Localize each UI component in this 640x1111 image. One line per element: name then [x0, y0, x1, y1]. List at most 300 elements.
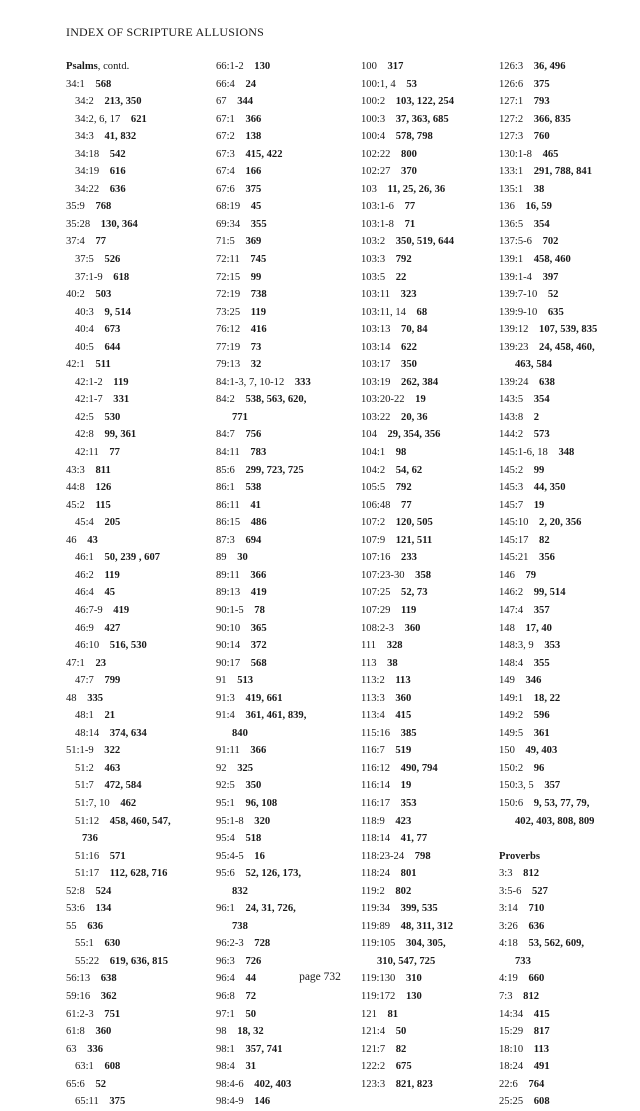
index-entry — [499, 409, 634, 427]
verse-reference: 116:7 — [361, 745, 385, 757]
page-numbers: 323 — [400, 289, 417, 301]
verse-reference: 89:13 — [216, 587, 241, 599]
verse-reference: 44:8 — [66, 482, 85, 494]
index-entry — [66, 1058, 206, 1076]
page-numbers: 518 — [245, 833, 262, 845]
verse-reference: 96:4 — [216, 973, 235, 985]
page-numbers: 24 — [245, 78, 257, 90]
page-numbers: 491 — [533, 1061, 550, 1073]
verse-reference: 47:1 — [66, 657, 85, 669]
page-numbers: 530 — [104, 411, 121, 423]
verse-reference: 107:29 — [361, 604, 391, 616]
book-heading — [499, 848, 634, 866]
index-entry — [216, 953, 356, 971]
verse-reference: 139:1-4 — [499, 271, 532, 283]
index-entry — [361, 286, 501, 304]
verse-reference: 40:3 — [75, 306, 94, 318]
index-entry — [361, 813, 501, 831]
verse-reference: 145:10 — [499, 517, 529, 529]
verse-reference: 107:25 — [361, 587, 391, 599]
verse-reference: 95:4-5 — [216, 850, 244, 862]
verse-reference: 86:15 — [216, 517, 241, 529]
page-numbers: 79 — [525, 569, 537, 581]
page-numbers: 134 — [95, 903, 112, 915]
page-numbers: 799 — [104, 675, 121, 687]
page-numbers: 70, 84 — [401, 324, 428, 336]
index-entry — [499, 567, 634, 585]
verse-reference: 150:3, 5 — [499, 780, 534, 792]
verse-reference: 146:2 — [499, 587, 524, 599]
page-numbers: 130, 364 — [100, 218, 138, 230]
page-numbers: 48, 311, 312 — [400, 920, 454, 932]
verse-reference: 46:7-9 — [75, 604, 103, 616]
index-entry — [66, 181, 206, 199]
index-entry — [66, 374, 206, 392]
verse-reference: 66:1-2 — [216, 61, 244, 72]
page-numbers: 728 — [254, 938, 271, 950]
index-entry — [66, 497, 206, 515]
index-entry — [66, 707, 206, 725]
page-numbers: 366, 835 — [533, 113, 571, 125]
verse-reference: 43:3 — [66, 464, 85, 476]
page-numbers: 356 — [539, 552, 555, 564]
index-entry — [66, 391, 206, 409]
page-numbers: 138 — [245, 131, 262, 143]
index-entry — [361, 918, 501, 936]
verse-reference: 90:14 — [216, 640, 241, 652]
index-entry — [66, 988, 206, 1006]
verse-reference: 3:14 — [499, 903, 518, 915]
page-numbers: 490, 794 — [400, 762, 438, 774]
index-entry — [499, 672, 634, 690]
verse-reference: 113 — [361, 657, 377, 669]
index-entry — [66, 1023, 206, 1041]
verse-reference: 98:4-6 — [216, 1078, 244, 1090]
page-numbers: 2 — [533, 411, 540, 423]
verse-reference: 139:1 — [499, 254, 524, 266]
verse-reference: 107:2 — [361, 517, 386, 529]
page-numbers: 596 — [533, 710, 550, 722]
index-entry — [66, 883, 206, 901]
index-entry — [216, 251, 356, 269]
page-numbers: 360 — [395, 692, 412, 704]
index-entry — [499, 1006, 634, 1024]
verse-reference: 18:10 — [499, 1043, 524, 1055]
page-numbers: 17, 40 — [525, 622, 552, 634]
index-entry — [216, 690, 356, 708]
page-numbers: 107, 539, 835 — [539, 324, 598, 336]
page-numbers: 37, 363, 685 — [395, 113, 449, 125]
verse-reference: 136:5 — [499, 218, 524, 230]
index-entry — [216, 620, 356, 638]
index-entry — [66, 479, 206, 497]
index-entry — [361, 1023, 501, 1041]
index-entry — [216, 549, 356, 567]
verse-reference: 61:2-3 — [66, 1008, 94, 1020]
index-entry — [66, 198, 206, 216]
index-entry — [216, 497, 356, 515]
page-numbers: 96, 108 — [245, 797, 278, 809]
verse-reference: 40:5 — [75, 341, 94, 353]
index-entry — [499, 532, 634, 550]
index-entry — [66, 409, 206, 427]
verse-reference: 46:2 — [75, 569, 94, 581]
page-numbers: 817 — [533, 1026, 550, 1038]
index-entry-continuation — [499, 953, 634, 971]
page-numbers: 344 — [237, 96, 254, 108]
page-numbers: 423 — [395, 815, 412, 827]
page-numbers: 524 — [95, 885, 112, 897]
index-entry — [499, 602, 634, 620]
verse-reference: 95:4 — [216, 833, 235, 845]
page-numbers: 636 — [87, 920, 104, 932]
index-entry — [499, 374, 634, 392]
verse-reference: 42:5 — [75, 411, 94, 423]
verse-reference: 103:11 — [361, 289, 391, 301]
index-entry — [361, 391, 501, 409]
index-entry — [216, 830, 356, 848]
verse-reference: 48:1 — [75, 710, 94, 722]
page-numbers: 397 — [542, 271, 559, 283]
verse-reference: 86:1 — [216, 482, 235, 494]
verse-reference: 97:1 — [216, 1008, 235, 1020]
index-entry — [66, 251, 206, 269]
page-numbers: 44, 350 — [533, 482, 566, 494]
page-numbers: 41 — [250, 499, 261, 511]
section-spacer — [499, 830, 634, 848]
page-numbers: 45 — [250, 201, 262, 213]
page-numbers: 702 — [542, 236, 559, 248]
verse-reference: 51:7 — [75, 780, 94, 792]
index-entry — [216, 1076, 356, 1094]
page-numbers: 325 — [237, 762, 254, 774]
verse-reference: 119:34 — [361, 903, 391, 915]
page-numbers: 463 — [104, 762, 121, 774]
verse-reference: 126:6 — [499, 78, 524, 90]
verse-reference: 45:4 — [75, 517, 94, 529]
page-numbers: 71 — [404, 218, 416, 230]
index-entry — [216, 93, 356, 111]
verse-reference: 71:5 — [216, 236, 235, 248]
index-entry — [216, 321, 356, 339]
index-entry — [499, 620, 634, 638]
verse-reference: 107:23-30 — [361, 569, 405, 581]
verse-reference: 146 — [499, 569, 515, 581]
index-entry — [499, 444, 634, 462]
verse-reference: 51:7, 10 — [75, 797, 110, 809]
verse-reference: 51:2 — [75, 762, 94, 774]
page-numbers: 636 — [528, 920, 545, 932]
index-entry-continuation — [216, 409, 356, 427]
page-numbers: 119 — [250, 306, 267, 318]
verse-reference: 37:4 — [66, 236, 85, 248]
verse-reference: 91:3 — [216, 692, 235, 704]
page-numbers: 402, 403 — [254, 1078, 292, 1090]
index-entry — [499, 111, 634, 129]
page-numbers: 41, 832 — [104, 131, 137, 143]
index-entry — [66, 514, 206, 532]
index-entry — [361, 602, 501, 620]
verse-reference: 45:2 — [66, 499, 85, 511]
verse-reference: 103:17 — [361, 359, 391, 371]
page-numbers: 115 — [95, 499, 111, 511]
index-entry — [216, 128, 356, 146]
index-entry — [499, 181, 634, 199]
index-entry — [499, 988, 634, 1006]
page-numbers: 45 — [104, 587, 116, 599]
page-numbers: 322 — [104, 745, 121, 757]
verse-reference: 63 — [66, 1043, 77, 1055]
page-numbers: 673 — [104, 324, 121, 336]
page-numbers: 660 — [528, 973, 545, 985]
page-numbers: 798 — [414, 850, 431, 862]
page-numbers: 840 — [232, 727, 248, 739]
index-entry — [66, 690, 206, 708]
index-entry — [361, 1076, 501, 1094]
page-numbers: 73 — [250, 341, 262, 353]
verse-reference: 113:3 — [361, 692, 385, 704]
page-numbers: 542 — [109, 148, 126, 160]
verse-reference: 73:25 — [216, 306, 241, 318]
verse-reference: 121:7 — [361, 1043, 386, 1055]
index-entry — [361, 426, 501, 444]
page-numbers: 52, 73 — [401, 587, 428, 599]
verse-reference: 46:4 — [75, 587, 94, 599]
verse-reference: 52:8 — [66, 885, 85, 897]
page-numbers: 486 — [250, 517, 267, 529]
index-entry — [66, 1041, 206, 1059]
index-entry — [361, 620, 501, 638]
page-numbers: 310 — [405, 973, 422, 985]
page-numbers: 733 — [515, 955, 531, 967]
index-entry — [216, 426, 356, 444]
index-entry — [499, 93, 634, 111]
index-entry — [361, 514, 501, 532]
index-entry-continuation — [361, 953, 501, 971]
page-numbers: 618 — [113, 271, 130, 283]
index-entry — [361, 760, 501, 778]
verse-reference: 76:12 — [216, 324, 241, 336]
index-entry — [66, 216, 206, 234]
index-entry — [66, 269, 206, 287]
verse-reference: 127:2 — [499, 113, 524, 125]
verse-reference: 86:11 — [216, 499, 240, 511]
index-entry — [361, 672, 501, 690]
verse-reference: 87:3 — [216, 534, 235, 546]
index-entry — [499, 1076, 634, 1094]
page-numbers: 350, 519, 644 — [395, 236, 454, 248]
index-entry — [66, 76, 206, 94]
page-numbers: 43 — [87, 534, 98, 546]
verse-reference: 145:21 — [499, 552, 529, 564]
index-entry — [66, 111, 206, 129]
page-numbers: 130 — [405, 990, 422, 1002]
verse-reference: 42:1-7 — [75, 394, 103, 406]
page-numbers: 82 — [395, 1043, 407, 1055]
page-numbers: 783 — [250, 447, 267, 459]
verse-reference: 48 — [66, 692, 77, 704]
index-entry — [66, 584, 206, 602]
index-entry — [499, 479, 634, 497]
index-entry — [216, 269, 356, 287]
verse-reference: 103:13 — [361, 324, 391, 336]
verse-reference: 84:7 — [216, 429, 235, 441]
verse-reference: 123:3 — [361, 1078, 386, 1090]
index-entry — [66, 1006, 206, 1024]
index-entry — [216, 584, 356, 602]
page-numbers: 366 — [250, 569, 267, 581]
page-numbers: 52 — [95, 1078, 107, 1090]
index-entry — [361, 163, 501, 181]
page-numbers: 361 — [533, 727, 550, 739]
verse-reference: 4:19 — [499, 973, 518, 985]
page-numbers: 419 — [250, 587, 267, 599]
index-entry — [361, 549, 501, 567]
index-entry — [216, 111, 356, 129]
index-entry — [499, 269, 634, 287]
page-numbers: 99 — [533, 464, 545, 476]
index-entry — [66, 1093, 206, 1111]
page-numbers: 113 — [395, 675, 411, 687]
verse-reference: 51:17 — [75, 868, 100, 880]
page-numbers: 821, 823 — [395, 1078, 433, 1090]
verse-reference: 100:3 — [361, 113, 386, 125]
index-entry — [499, 1023, 634, 1041]
index-entry — [499, 58, 634, 76]
index-entry — [499, 900, 634, 918]
page-numbers: 213, 350 — [104, 96, 142, 108]
index-column-4 — [499, 58, 634, 1111]
page-numbers: 812 — [523, 990, 540, 1002]
page-numbers: 811 — [95, 464, 111, 476]
page-numbers: 738 — [232, 920, 248, 932]
page-numbers: 415, 422 — [245, 148, 283, 160]
page-numbers: 121, 511 — [395, 534, 433, 546]
index-entry — [361, 1006, 501, 1024]
page-numbers: 357, 741 — [245, 1043, 283, 1055]
index-entry — [361, 233, 501, 251]
page-numbers: 41, 77 — [400, 833, 428, 845]
page-numbers: 465 — [542, 148, 559, 160]
verse-reference: 95:6 — [216, 868, 235, 880]
page-numbers: 636 — [109, 183, 126, 195]
verse-reference: 46:9 — [75, 622, 94, 634]
index-entry — [361, 900, 501, 918]
verse-reference: 77:19 — [216, 341, 241, 353]
page-numbers: 99 — [250, 271, 262, 283]
page-numbers: 616 — [109, 166, 126, 178]
page-numbers: 458, 460 — [533, 254, 571, 266]
page-number: page 732 — [299, 971, 341, 983]
index-entry — [66, 900, 206, 918]
page-numbers: 98 — [395, 447, 407, 459]
page-numbers: 638 — [100, 973, 117, 985]
index-entry — [216, 1023, 356, 1041]
verse-reference: 84:11 — [216, 447, 240, 459]
page-numbers: 320 — [254, 815, 271, 827]
page-numbers: 103, 122, 254 — [395, 96, 454, 108]
index-entry — [499, 865, 634, 883]
index-entry — [66, 935, 206, 953]
verse-reference: 96:2-3 — [216, 938, 244, 950]
verse-reference: 65:11 — [75, 1096, 99, 1108]
page-numbers: 2, 20, 356 — [539, 517, 582, 529]
index-entry — [499, 216, 634, 234]
index-entry — [499, 918, 634, 936]
page-numbers: 372 — [250, 640, 267, 652]
page-numbers: 262, 384 — [401, 376, 439, 388]
verse-reference: 98:4-9 — [216, 1096, 244, 1108]
verse-reference: 89:11 — [216, 569, 240, 581]
page-numbers: 571 — [109, 850, 126, 862]
index-entry — [361, 409, 501, 427]
index-entry — [216, 1006, 356, 1024]
page-numbers: 29, 354, 356 — [387, 429, 441, 441]
index-entry — [216, 532, 356, 550]
verse-reference: 40:4 — [75, 324, 94, 336]
page-numbers: 32 — [250, 359, 262, 371]
verse-reference: 119:2 — [361, 885, 385, 897]
verse-reference: 149 — [499, 675, 515, 687]
verse-reference: 68:19 — [216, 201, 241, 213]
page-numbers: 331 — [113, 394, 130, 406]
verse-reference: 103:5 — [361, 271, 386, 283]
verse-reference: 65:6 — [66, 1078, 85, 1090]
page-numbers: 354 — [533, 218, 550, 230]
verse-reference: 35:28 — [66, 218, 91, 230]
page-numbers: 760 — [533, 131, 550, 143]
index-entry — [216, 1058, 356, 1076]
index-entry — [216, 216, 356, 234]
verse-reference: 15:29 — [499, 1026, 524, 1038]
page-numbers: 22 — [395, 271, 407, 283]
verse-reference: 63:1 — [75, 1061, 94, 1073]
page-numbers: 800 — [401, 148, 417, 160]
page-numbers: 31 — [245, 1061, 257, 1073]
index-entry — [66, 532, 206, 550]
index-entry — [216, 760, 356, 778]
index-entry — [216, 374, 356, 392]
page-numbers: 52 — [547, 289, 559, 301]
index-entry — [216, 655, 356, 673]
page-numbers: 771 — [232, 411, 248, 423]
page-numbers: 385 — [400, 727, 417, 739]
index-entry — [361, 532, 501, 550]
index-entry — [361, 339, 501, 357]
index-entry — [216, 813, 356, 831]
page-numbers: 801 — [400, 868, 417, 880]
verse-reference: 84:1-3, 7, 10-12 — [216, 376, 285, 388]
index-entry — [66, 567, 206, 585]
page-numbers: 19 — [400, 780, 412, 792]
index-entry — [361, 830, 501, 848]
index-entry — [361, 356, 501, 374]
verse-reference: 37:5 — [75, 254, 94, 266]
index-entry — [216, 163, 356, 181]
verse-reference: 84:2 — [216, 394, 235, 406]
verse-reference: 46 — [66, 534, 77, 546]
index-entry — [499, 497, 634, 515]
page-numbers: 77 — [95, 236, 107, 248]
verse-reference: 98 — [216, 1026, 227, 1038]
index-entry-continuation — [216, 883, 356, 901]
page-numbers: 119 — [113, 376, 129, 388]
index-entry — [361, 777, 501, 795]
verse-reference: 116:12 — [361, 762, 391, 774]
verse-reference: 98:4 — [216, 1061, 235, 1073]
verse-reference: 37:1-9 — [75, 271, 103, 283]
verse-reference: 59:16 — [66, 990, 91, 1002]
